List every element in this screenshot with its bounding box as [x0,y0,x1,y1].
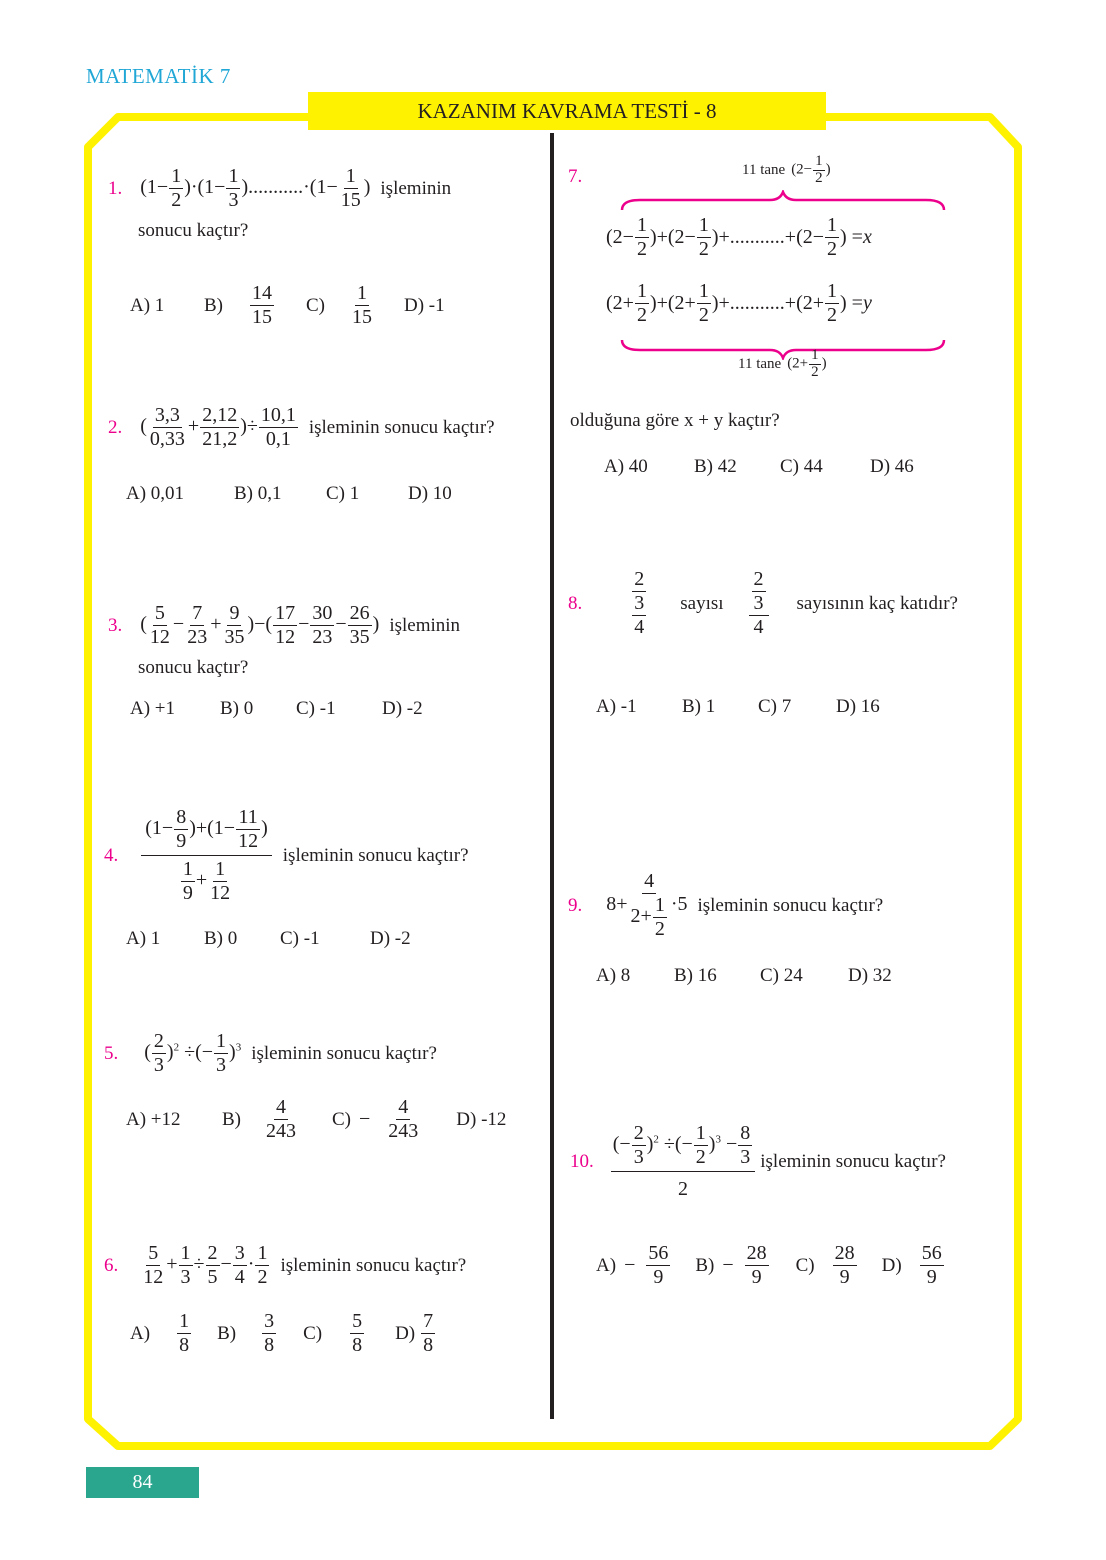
option-d[interactable]: D) 32 [848,965,892,986]
question-text: sonucu kaçtır? [138,220,249,241]
option-a[interactable]: A) +12 [126,1108,181,1130]
option-c[interactable]: C) 44 [780,456,823,477]
question-6 [104,1242,466,1289]
option-d[interactable]: D) -2 [382,698,423,719]
option-b[interactable]: B) 0 [204,928,238,949]
question-text: işleminin [380,177,452,199]
option-c-value: 1 15 [352,282,372,328]
option-b[interactable]: B) [695,1254,715,1276]
option-c[interactable]: C) [332,1108,351,1130]
question-10 [570,1122,946,1201]
q7-options [604,456,914,478]
option-a[interactable]: A) [596,1254,617,1276]
question-number: 9. [568,894,583,916]
question-text: işleminin sonucu kaçtır? [760,1150,946,1172]
option-b[interactable]: B) 0,1 [234,483,282,504]
option-c-value: 28 9 [834,1242,855,1288]
question-9 [568,870,883,941]
q5-options [126,1096,506,1143]
question-number: 10. [570,1150,594,1172]
option-d[interactable]: D) 16 [836,696,880,717]
question-text: işleminin sonucu kaçtır? [251,1042,437,1064]
question-text: sayısı [680,592,724,614]
option-c[interactable]: C) -1 [280,928,320,949]
option-d[interactable]: D) -2 [370,928,411,949]
question-text: işleminin [389,614,461,636]
test-title: KAZANIM KAVRAMA TESTİ - 8 [417,98,717,123]
question-number: 6. [104,1254,119,1276]
option-c[interactable]: C) [303,1322,323,1344]
option-c-value: $\frac{4}{243}$ [388,1096,419,1142]
question-number: 3. [108,614,123,636]
question-number: 5. [104,1042,119,1064]
q7-brace-bottom-label: 11 tane (2+ $\frac{1}{2}$ ) [738,347,827,380]
option-b[interactable]: B) [222,1108,241,1130]
option-b-value: 3 8 [264,1310,275,1356]
q9-options [596,965,892,987]
question-number: 7. [568,166,583,187]
option-b-value: 4 243 [266,1096,296,1142]
option-c[interactable]: C) [795,1254,815,1276]
option-a[interactable]: A) -1 [596,696,637,717]
page-number: 84 [132,1471,153,1493]
option-a-value: 1 8 [179,1310,190,1356]
question-text: işleminin sonucu kaçtır? [280,1254,467,1276]
option-d-value: 56 9 [921,1242,942,1288]
q7-brace-top [620,190,946,212]
option-c[interactable]: C) 24 [760,965,803,986]
question-text: olduğuna göre x + y kaçtır? [570,410,780,431]
question-text: işleminin sonucu kaçtır? [308,416,495,438]
q6-options [130,1310,436,1357]
option-b-value: 14 15 [252,282,272,328]
option-a[interactable]: A) +1 [130,698,176,719]
question-3 [108,602,460,649]
question-text: işleminin sonucu kaçtır? [697,894,884,916]
brace-label: 11 tane [738,355,782,372]
question-1 [108,165,451,212]
q1-options [130,282,445,329]
option-a[interactable]: A) 1 [130,294,165,316]
q7-equation-y: (2+ 1 2 )+(2+ 1 2 )+...........+(2+ 1 2 ) = y [606,280,872,326]
option-a[interactable]: A) 1 [126,928,161,949]
q8-fraction-1: 2 $\frac{3}{4}$ [634,568,645,638]
q8-options [596,696,880,718]
q2-expression: ( $\frac{3,3}{0,33}$ + $\frac{2,12}{21,2}$ )÷ $\frac{10,1}{0,1}$ [140,404,296,450]
q4-expression: (1− $\frac{8}{9}$ )+(1− $\frac{11}{12}$ ) $\frac{1}{9}$ + $\frac{1}{12}$ [141,806,272,905]
q3-expression: ( $\frac{5}{12}$ − $\frac{7}{23}$ + $\frac{9}{35}$ )−( $\frac{17}{12}$ − $\frac{30}{23}$ − $\frac{26}{35}$ ) [140,602,380,648]
question-number: 2. [108,416,123,438]
option-a-value: $\frac{56}{9}$ [648,1242,669,1288]
q6-expression: $\frac{5}{12}$ + $\frac{1}{3}$ ÷ $\frac{2}{5}$ − $\frac{3}{4}$ · $\frac{1}{2}$ [143,1242,268,1288]
option-c[interactable]: C) 7 [758,696,792,717]
option-d[interactable]: D) [881,1254,902,1276]
q3-options [130,698,423,720]
question-text: sayısının kaç katıdır? [796,592,958,614]
option-a[interactable]: A) 8 [596,965,631,986]
q7-brace-top-label: 11 tane (2− $\frac{1}{2}$ ) [742,153,831,186]
q5-expression: ( $\frac{2}{3}$ )$^2$ ÷(− $\frac{1}{3}$ )$^3$ [144,1030,242,1076]
subject-header: MATEMATİK 7 [86,64,231,88]
option-c[interactable]: C) [306,294,325,316]
option-d[interactable]: D) 46 [870,456,914,477]
option-c[interactable]: C) 1 [326,483,360,504]
page-number-badge [86,1467,199,1498]
q9-expression: 8+ 4 2+ $\frac{1}{2}$ ·5 [606,870,688,940]
option-c[interactable]: C) -1 [296,698,336,719]
option-b[interactable]: B) [217,1322,237,1344]
option-b[interactable]: B) 16 [674,965,717,986]
option-b[interactable]: B) 1 [682,696,716,717]
question-8 [568,568,958,639]
q7-equation-x: (2− 1 2 )+(2− 1 2 )+...........+(2− 1 2 ) = x [606,214,872,260]
question-text: işleminin sonucu kaçtır? [282,844,469,866]
q8-fraction-2: $\frac{2}{3}$ 4 [732,568,786,639]
q4-options [126,928,411,950]
question-number: 1. [108,177,123,199]
option-a[interactable]: A) 0,01 [126,483,185,504]
test-title-box [308,92,826,130]
option-d[interactable]: D) [395,1322,416,1344]
option-d-value: 7 8 [423,1310,434,1356]
question-text: sonucu kaçtır? [138,657,249,678]
question-number: 4. [104,844,119,866]
option-a[interactable]: A) 40 [604,456,648,477]
option-a[interactable]: A) [130,1322,151,1344]
option-b[interactable]: B) 42 [694,456,737,477]
option-d[interactable]: D) -12 [456,1108,507,1130]
option-d[interactable]: D) -1 [404,294,445,316]
option-b-value: $\frac{28}{9}$ [746,1242,767,1288]
brace-label: 11 tane [742,161,786,178]
q10-expression: (− $\frac{2}{3}$ )$^2$ ÷(− $\frac{1}{2}$ )$^3$ − $\frac{8}{3}$ 2 [611,1122,756,1201]
column-divider [550,133,554,1419]
question-5 [104,1030,437,1077]
q1-expression: (1− $\frac{1}{2}$ )·(1− $\frac{1}{3}$ )...........·(1− $\frac{1}{15}$ ) [140,165,371,211]
minus-sign: − [359,1108,371,1130]
question-number: 8. [568,592,583,614]
option-b[interactable]: B) [204,294,223,316]
option-c-value: 5 8 [352,1310,363,1356]
option-b[interactable]: B) 0 [220,698,254,719]
question-4 [104,806,469,905]
q2-options [126,483,452,505]
q10-options: A) − $\frac{56}{9}$ B) − $\frac{28}{9}$ C) 28 9 D) 56 9 [596,1242,955,1289]
option-d[interactable]: D) 10 [408,483,452,504]
question-2 [108,404,495,451]
